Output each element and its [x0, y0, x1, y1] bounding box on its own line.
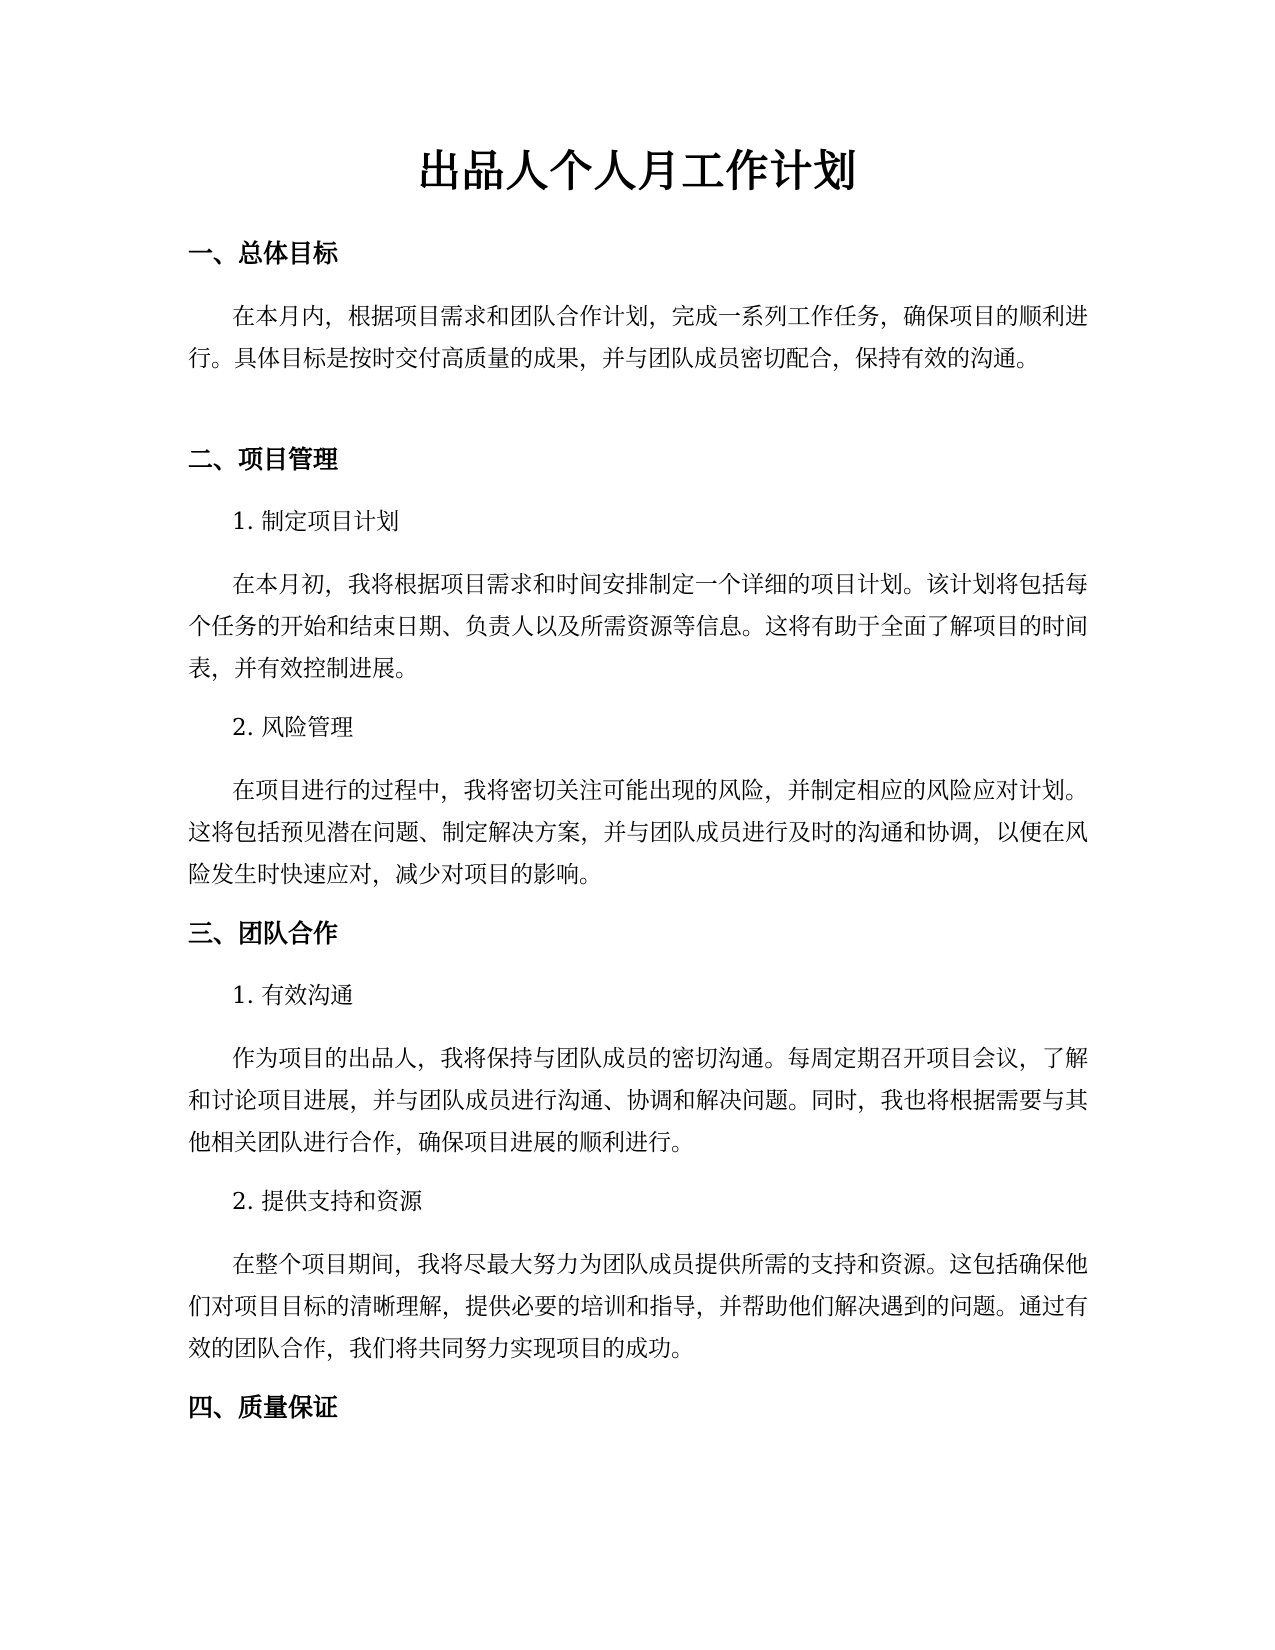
section-heading-quality-assurance: 四、质量保证: [188, 1393, 339, 1422]
document-title: 出品人个人月工作计划: [417, 147, 858, 197]
subheading-project-plan: 1. 制定项目计划: [232, 509, 400, 535]
paragraph-risk-management: 在项目进行的过程中，我将密切关注可能出现的风险，并制定相应的风险应对计划。这将包括预见潜在问题、制定解决方案，并与团队成员进行及时的沟通和协调，以便在风险发生时快速应对，减少对项目的影响。: [188, 778, 1088, 888]
paragraph-support-and-resources: 在整个项目期间，我将尽最大努力为团队成员提供所需的支持和资源。这包括确保他们对项目目标的清晰理解，提供必要的培训和指导，并帮助他们解决遇到的问题。通过有效的团队合作，我们将共同努力实现项目的成功。: [188, 1252, 1088, 1362]
paragraph-effective-communication: 作为项目的出品人，我将保持与团队成员的密切沟通。每周定期召开项目会议，了解和讨论项目进展，并与团队成员进行沟通、协调和解决问题。同时，我也将根据需要与其他相关团队进行合作，确保项目进展的顺利进行。: [188, 1046, 1088, 1156]
section-heading-overall-goals: 一、总体目标: [188, 239, 339, 268]
paragraph-overall-goals: 在本月内，根据项目需求和团队合作计划，完成一系列工作任务，确保项目的顺利进行。具体目标是按时交付高质量的成果，并与团队成员密切配合，保持有效的沟通。: [188, 304, 1088, 372]
section-heading-project-management: 二、项目管理: [188, 445, 339, 474]
paragraph-project-plan: 在本月初，我将根据项目需求和时间安排制定一个详细的项目计划。该计划将包括每个任务的开始和结束日期、负责人以及所需资源等信息。这将有助于全面了解项目的时间表，并有效控制进展。: [188, 572, 1088, 682]
subheading-support-and-resources: 2. 提供支持和资源: [232, 1189, 423, 1215]
subheading-risk-management: 2. 风险管理: [232, 715, 354, 741]
section-heading-team-cooperation: 三、团队合作: [188, 919, 339, 948]
subheading-effective-communication: 1. 有效沟通: [232, 983, 354, 1009]
